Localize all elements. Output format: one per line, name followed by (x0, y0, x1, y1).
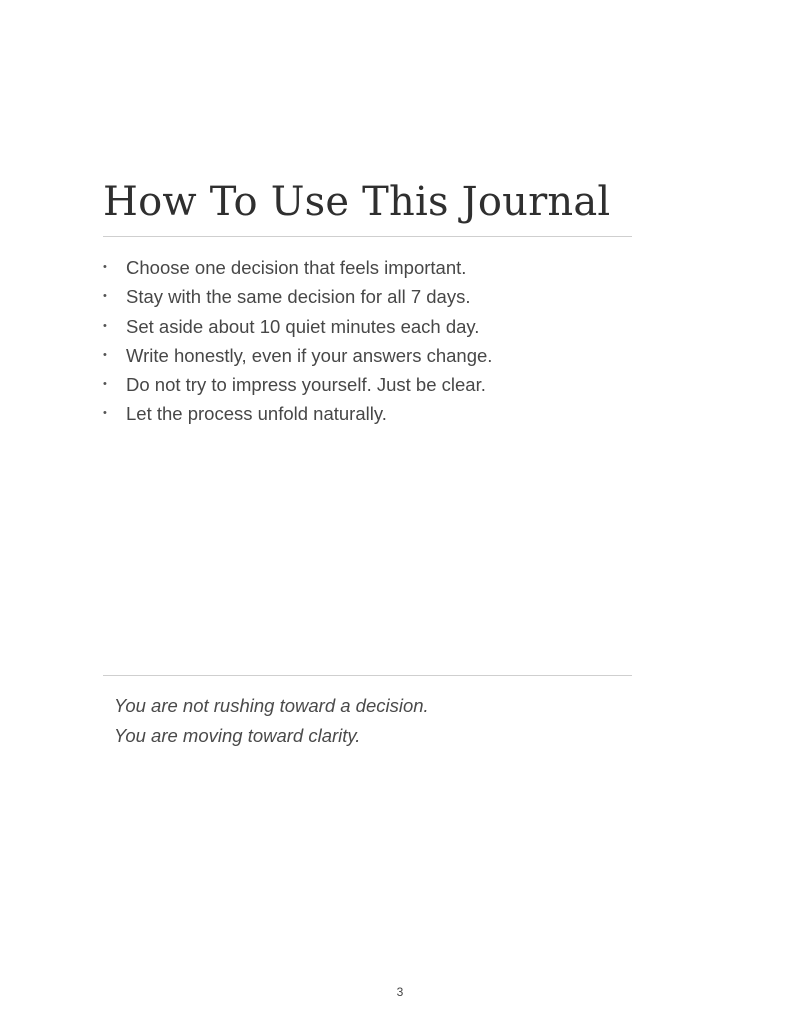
bullet-icon: • (103, 290, 107, 303)
page-number: 3 (396, 985, 404, 999)
bullet-icon: • (103, 348, 107, 361)
list-item (103, 253, 492, 282)
list-item-text: Set aside about 10 quiet minutes each day. (126, 315, 480, 337)
list-item (103, 370, 492, 399)
list-item (103, 312, 492, 341)
bullet-icon: • (103, 378, 107, 391)
quote-divider (103, 675, 632, 676)
list-item-text: Do not try to impress yourself. Just be clear. (126, 374, 486, 396)
list-item-text: Write honestly, even if your answers change. (126, 344, 493, 366)
list-item-text: Let the process unfold naturally. (126, 403, 387, 425)
bullet-icon: • (103, 261, 107, 273)
quote-line: You are not rushing toward a decision. (114, 695, 429, 716)
list-item (103, 341, 492, 370)
closing-quote (114, 691, 429, 750)
page-title: How To Use This Journal (103, 179, 611, 225)
bullet-icon: • (103, 319, 107, 332)
list-item-text: Choose one decision that feels important. (126, 257, 467, 278)
list-item (103, 282, 492, 311)
title-divider (103, 236, 632, 237)
bullet-icon: • (103, 407, 107, 420)
instructions-list (103, 253, 492, 429)
quote-line: You are moving toward clarity. (114, 724, 361, 746)
list-item-text: Stay with the same decision for all 7 days. (126, 286, 471, 308)
list-item (103, 399, 492, 428)
